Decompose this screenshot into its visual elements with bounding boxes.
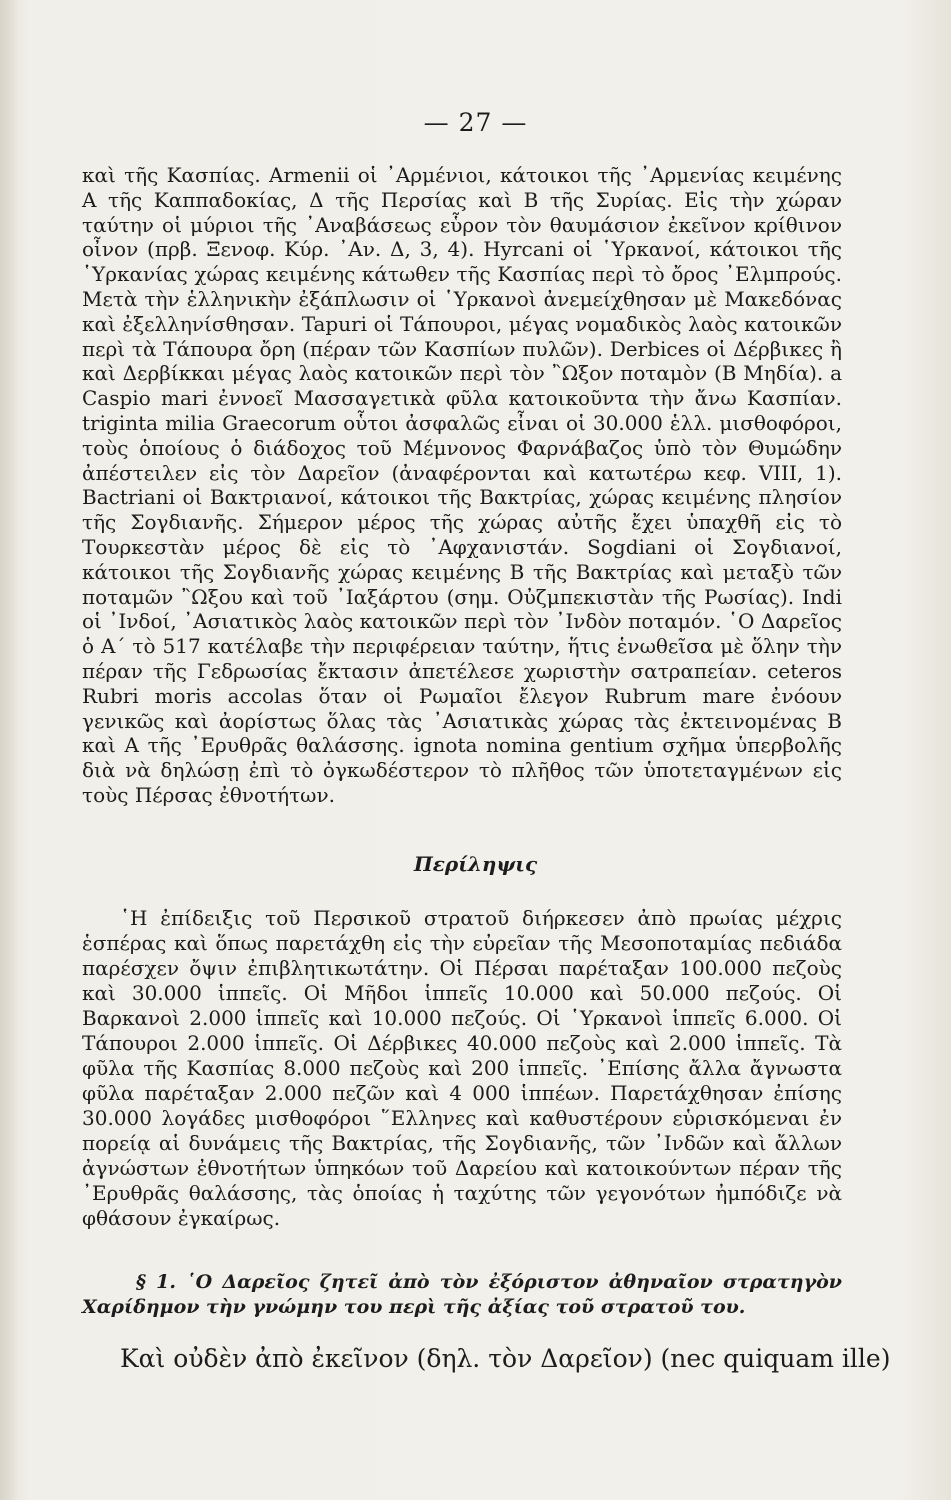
main-text-line: Καὶ οὐδὲν ἀπὸ ἐκεῖνον (δηλ. τὸν Δαρεῖον) (nec quiquam ille)	[120, 1344, 891, 1373]
page-number: — 27 —	[423, 108, 528, 137]
summary-heading: Περίληψις	[413, 852, 538, 876]
summary-paragraph: ῾Η ἐπίδειξις τοῦ Περσικοῦ στρατοῦ διήρκεσεν ἀπὸ πρωίας μέχρις ἑσπέρας καὶ ὅπως παρετάχθη εἰς τὴν εὐρεῖαν τῆς Μεσοποταμίας πεδιάδα παρέσχεν ὄψιν ἐπιβλητικωτάτην. Οἱ Πέρσαι παρέταξαν 100.000 πεζοὺς καὶ 30.000 ἱππεῖς. Οἱ Μῆδοι ἱππεῖς 10.000 καὶ 50.000 πεζούς. Οἱ Βαρκανοὶ 2.000 ἱππεῖς καὶ 10.000 πεζούς. Οἱ ῾Υρκανοὶ ἱππεῖς 6.000. Οἱ Τάπουροι 2.000 ἱππεῖς. Οἱ Δέρβικες 40.000 πεζοὺς καὶ 2.000 ἱππεῖς. Τὰ φῦλα τῆς Κασπίας 8.000 πεζοὺς καὶ 200 ἱππεῖς. ᾿Επίσης ἄλλα ἄγνωστα φῦλα παρέταξαν 2.000 πεζῶν καὶ 4 000 ἱππέων. Παρετάχθησαν ἐπίσης 30.000 λογάδες μισθοφόροι ῞Ελληνες καὶ καθυστέρουν εὑρισκόμεναι ἐν πορείᾳ αἱ δυνάμεις τῆς Βακτρίας, τῆς Σογδιανῆς, τῶν ᾿Ινδῶν καὶ ἄλλων ἀγνώστων ἐθνοτήτων ὑπηκόων τοῦ Δαρείου καὶ κατοικούντων πέραν τῆς ᾿Ερυθρᾶς θαλάσσης, τὰς ὁποίας ἡ ταχύτης τῶν γεγονότων ἠμπόδιζε νὰ φθάσουν ἐγκαίρως.	[82, 906, 842, 1230]
page-binding-shadow	[0, 0, 18, 1500]
summary-block	[82, 906, 842, 1231]
main-text	[120, 1343, 891, 1375]
commentary-notes	[82, 163, 842, 808]
section-title: § 1. ῾Ο Δαρεῖος ζητεῖ ἀπὸ τὸν ἐξόριστον ἀθηναῖον στρατηγὸν Χαρίδημον τὴν γνώμην του περὶ τῆς ἀξίας τοῦ στρατοῦ του.	[82, 1271, 842, 1318]
notes-paragraph: καὶ τῆς Κασπίας. Armenii οἱ ᾿Αρμένιοι, κάτοικοι τῆς ᾿Αρμενίας κειμένης Α τῆς Καππαδοκίας, Δ τῆς Περσίας καὶ Β τῆς Συρίας. Εἰς τὴν χώραν ταύτην οἱ μύριοι τῆς ᾿Αναβάσεως εὗρον τὸν θαυμάσιον ἐκεῖνον κρίθινον οἶνον (πρβ. Ξενοφ. Κύρ. ᾿Αν. Δ, 3, 4). Hyrcani οἱ ῾Υρκανοί, κάτοικοι τῆς ῾Υρκανίας χώρας κειμένης κάτωθεν τῆς Κασπίας περὶ τὸ ὄρος ᾿Ελμπρούς. Μετὰ τὴν ἑλληνικὴν ἐξάπλωσιν οἱ ῾Υρκανοὶ ἀνεμείχθησαν μὲ Μακεδόνας καὶ ἐξελληνίσθησαν. Tapuri οἱ Τάπουροι, μέγας νομαδικὸς λαὸς κατοικῶν περὶ τὰ Τάπουρα ὄρη (πέραν τῶν Κασπίων πυλῶν). Derbices οἱ Δέρβικες ἢ καὶ Δερβίκκαι μέγας λαὸς κατοικῶν περὶ τὸν ῍Ωξον ποταμὸν (Β Μηδία). a Caspio mari ἐννοεῖ Μασσαγετικὰ φῦλα κατοικοῦντα τὴν ἄνω Κασπίαν. triginta milia Graecorum οὗτοι ἀσφαλῶς εἶναι οἱ 30.000 ἑλλ. μισθοφόροι, τοὺς ὁποίους ὁ διάδοχος τοῦ Μέμνονος Φαρνάβαζος ὑπὸ τὸν Θυμώδην ἀπέστειλεν εἰς τὸν Δαρεῖον (ἀναφέρονται καὶ κατωτέρω κεφ. VIII, 1). Bactriani οἱ Βακτριανοί, κάτοικοι τῆς Βακτρίας, χώρας κειμένης πλησίον τῆς Σογδιανῆς. Σήμερον μέρος τῆς χώρας αὐτῆς ἔχει ὑπαχθῆ εἰς τὸ Τουρκεστὰν μέρος δὲ εἰς τὸ ᾿Αφχανιστάν. Sogdiani οἱ Σογδιανοί, κάτοικοι τῆς Σογδιανῆς χώρας κειμένης Β τῆς Βακτρίας καὶ μεταξὺ τῶν ποταμῶν ῍Ωξου καὶ τοῦ ᾿Ιαξάρτου (σημ. Οὐζμπεκιστὰν τῆς Ρωσίας). Indi οἱ ᾿Ινδοί, ᾿Ασιατικὸς λαὸς κατοικῶν περὶ τὸν ᾿Ινδὸν ποταμόν. ῾Ο Δαρεῖος ὁ Α΄ τὸ 517 κατέλαβε τὴν περιφέρειαν ταύτην, ἥτις ἑνωθεῖσα μὲ ὅλην τὴν πέραν τῆς Γεδρωσίας ἔκτασιν ἀπετέλεσε χωριστὴν σατραπείαν. ceteros Rubri moris accolas ὅταν οἱ Ρωμαῖοι ἔλεγον Rubrum mare ἐνόουν γενικῶς καὶ ἀορίστως ὅλας τὰς ᾿Ασιατικὰς χώρας τὰς ἐκτεινομένας Β καὶ Α τῆς ᾿Ερυθρᾶς θαλάσσης. ignota nomina gentium σχῆμα ὑπερβολῆς διὰ νὰ δηλώσῃ ἐπὶ τὸ ὀγκωδέστερον τὸ πλῆθος τῶν ὑποτεταγμένων εἰς τοὺς Πέρσας ἐθνοτήτων.	[82, 163, 842, 807]
